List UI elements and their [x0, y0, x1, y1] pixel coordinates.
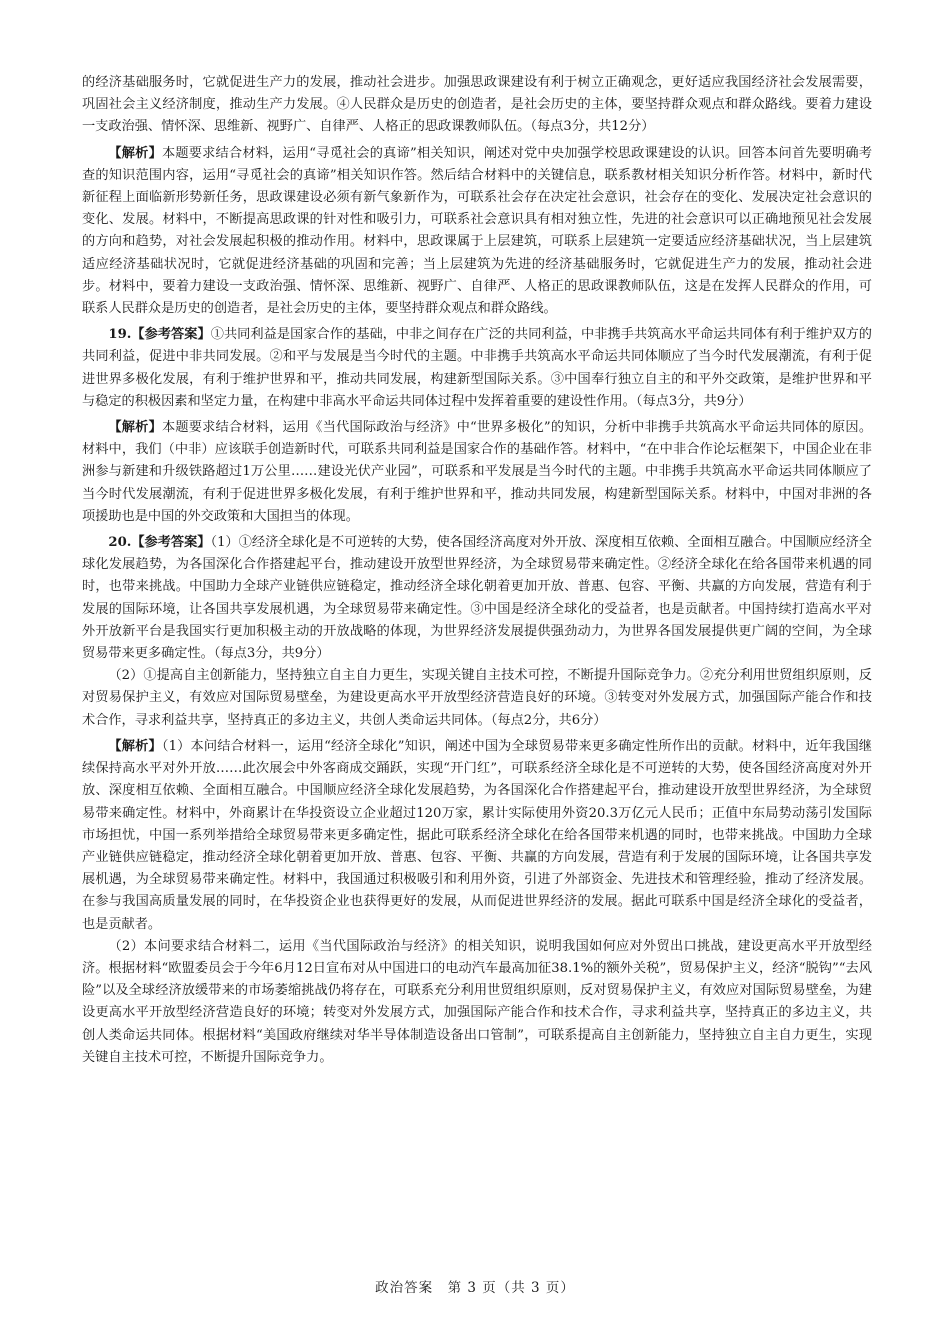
answer-label-19: 19.【参考答案】: [108, 327, 211, 343]
paragraph-text: 本题要求结合材料，运用“寻觅社会的真谛”相关知识，阐述对党中央加强学校思政课建设的认识。回答本问首先要明确考查的知识范围内容，运用“寻觅社会的真谛”相关知识作答。然后结合材料中的关键信息，联系教材相关知识分析作答。材料中，新时代新征程上面临新形势新任务，思政课建设必须有新气象新作为，可联系社会存在决定社会意识，社会存在的变化、发展决定社会意识的变化、发展。材料中，不断提高思政课的针对性和吸引力，可联系社会意识具有相对独立性，先进的社会意识可以正确地预见社会发展的方向和趋势，对社会发展起积极的推动作用。材料中，思政课属于上层建筑，可联系上层建筑一定要适应经济基础状况，当上层建筑适应经济基础状况时，它就促进经济基础的巩固和完善；当上层建筑为先进的经济基础服务时，它就促进生产力的发展，推动社会进步。材料中，要着力建设一支政治强、情怀深、思维新、视野广、自律严、人格正的思政课教师队伍，这是在发挥人民群众的作用，可联系人民群众是历史的创造者，是社会历史的主体，要坚持群众观点和群众路线。: [82, 145, 873, 317]
paragraph-text: ①共同利益是国家合作的基础，中非之间存在广泛的共同利益，中非携手共筑高水平命运共同体有利于维护双方的共同利益，促进中非共同发展。②和平与发展是当今时代的主题。中非携手共筑高水平命运共同体顺应了当今时代发展潮流，有利于促进世界多极化发展，有利于维护世界和平，推动共同发展，构建新型国际关系。③中国奉行独立自主的和平外交政策，是维护世界和平与稳定的积极因素和坚定力量，在构建中非高水平命运共同体过程中发挥着重要的建设性作用。（每点3分，共9分）: [82, 327, 872, 409]
paragraph-text: （1）本问结合材料一，运用“经济全球化”知识，阐述中国为全球贸易带来更多确定性所作出的贡献。材料中，近年我国继续保持高水平对外开放……此次展会中外客商成交踊跃，实现“开门红”，可联系经济全球化是不可逆转的大势，使各国经济高度对外开放、深度相互依赖、全面相互融合。中国顺应经济全球化发展趋势，为各国深化合作搭建起平台，推动建设开放型世界经济，为全球贸易带来确定性。材料中，外商累计在华投资设立企业超过120万家，累计实际使用外资20.3万亿元人民币；正值中东局势动荡引发国际市场担忧，中国一系列举措给全球贸易带来更多确定性，据此可联系经济全球化在给各国带来机遇的同时，也带来挑战。中国助力全球产业链供应链稳定，推动经济全球化朝着更加开放、普惠、包容、平衡、共赢的方向发展，营造有利于发展的国际环境，让各国共享发展机遇，为全球贸易带来确定性。材料中，我国通过积极吸引和利用外资，引进了外部资金、先进技术和管理经验，推动了经济发展。在参与我国高质量发展的同时，在华投资企业也获得更好的发展，从而促进世界经济的发展。据此可联系中国是经济全球化的受益者，也是贡献者。: [82, 738, 872, 932]
answer-label-20: 20.【参考答案】: [108, 535, 211, 551]
paragraph-answer-20-part2: [82, 665, 872, 732]
page-footer: 政治答案 第 3 页（共 3 页）: [375, 1280, 575, 1296]
analysis-label: 【解析】: [108, 420, 162, 436]
paragraph-text: 本题要求结合材料，运用《当代国际政治与经济》中“世界多极化”的知识，分析中非携手共筑高水平命运共同体的原因。材料中，我们（中非）应该联手创造新时代，可联系共同利益是国家合作的基础作答。材料中，“在中非合作论坛框架下，中国企业在非洲参与新建和升级铁路超过1万公里……建设光伏产业园”，可联系和平发展是当今时代的主题。中非携手共筑高水平命运共同体顺应了当今时代发展潮流，有利于促进世界多极化发展，有利于维护世界和平，推动共同发展，构建新型国际关系。材料中，中国对非洲的各项援助也是中国的外交政策和大国担当的体现。: [82, 420, 873, 524]
paragraph-text: （2）本问要求结合材料二，运用《当代国际政治与经济》的相关知识，说明我国如何应对外贸出口挑战，建设更高水平开放型经济。根据材料“欧盟委员会于今年6月12日宣布对从中国进口的电动汽车最高加征38.1%的额外关税”，贸易保护主义，经济“脱钩”“去风险”以及全球经济放缓带来的市场萎缩挑战仍将存在，可联系充分利用世贸组织原则，反对贸易保护主义，有效应对国际贸易壁垒，为建设更高水平开放型经济营造良好的环境；转变对外发展方式，加强国际产能合作和技术合作，寻求利益共享，坚持真正的多边主义，共创人类命运共同体。根据材料“美国政府继续对华半导体制造设备出口管制”，可联系提高自主创新能力，坚持独立自主自力更生，实现关键自主技术可控，不断提升国际竞争力。: [82, 938, 872, 1065]
paragraph-text: （1）①经济全球化是不可逆转的大势，使各国经济高度对外开放、深度相互依赖、全面相互融合。中国顺应经济全球化发展趋势，为各国深化合作搭建起平台，推动建设开放型世界经济，为全球贸易带来确定性。②经济全球化在给各国带来机遇的同时，也带来挑战。中国助力全球产业链供应链稳定，推动经济全球化朝着更加开放、普惠、包容、平衡、共赢的方向发展，营造有利于发展的国际环境，让各国共享发展机遇，为全球贸易带来确定性。③中国是经济全球化的受益者，也是贡献者。中国持续打造高水平对外开放新平台是我国实行更加积极主动的开放战略的体现，为世界经济发展提供强劲动力，为世界各国发展提供更广阔的空间，为全球贸易带来更多确定性。（每点3分，共9分）: [82, 535, 872, 662]
paragraph-answer-20-part1: [82, 532, 872, 665]
paragraph-analysis-20-part1: [82, 736, 872, 936]
paragraph-text: 的经济基础服务时，它就促进生产力的发展，推动社会进步。加强思政课建设有利于树立正确观念，更好适应我国经济社会发展需要，巩固社会主义经济制度，推动生产力发展。④人民群众是历史的创造者，是社会历史的主体，要坚持群众观点和群众路线。要着力建设一支政治强、情怀深、思维新、视野广、自律严、人格正的思政课教师队伍。（每点3分，共12分）: [82, 75, 872, 135]
analysis-label: 【解析】: [108, 145, 162, 161]
paragraph-text: （2）①提高自主创新能力，坚持独立自主自力更生，实现关键自主技术可控，不断提升国际竞争力。②充分利用世贸组织原则，反对贸易保护主义，有效应对国际贸易壁垒，为建设更高水平开放型经济营造良好的环境。③转变对外发展方式，加强国际产能合作和技术合作，寻求利益共享，坚持真正的多边主义，共创人类命运共同体。（每点2分，共6分）: [82, 668, 872, 728]
analysis-label: 【解析】: [108, 738, 162, 754]
paragraph-analysis-18: [82, 143, 872, 321]
paragraph-analysis-20-part2: [82, 936, 872, 1069]
paragraph-analysis-19: [82, 417, 872, 528]
paragraph-answer-18-end: [82, 72, 872, 139]
document-body: [82, 72, 872, 1069]
paragraph-answer-19: [82, 324, 872, 413]
